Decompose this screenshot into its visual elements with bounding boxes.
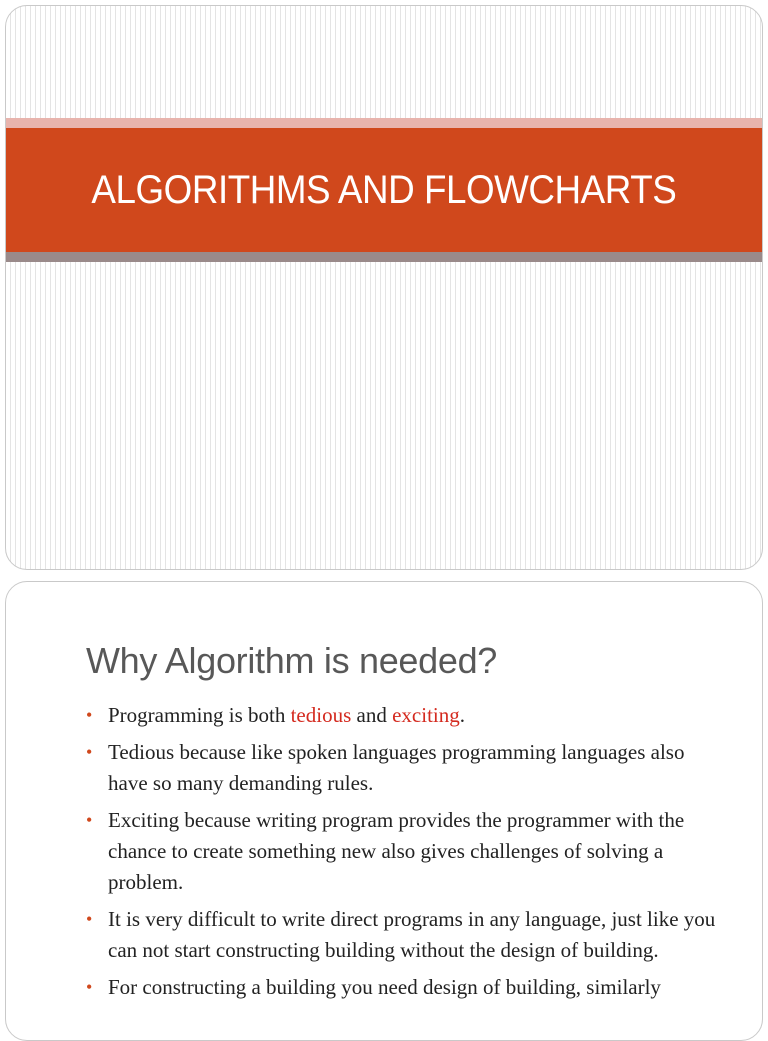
bullet-item [86,972,726,1003]
bullet-text: It is very difficult to write direct programs in any language, just like you can not start constructing building without the design of building. [108,907,716,962]
bullet-text: Programming is both [108,703,291,727]
highlight-word: exciting [392,703,460,727]
bullet-text: Tedious because like spoken languages programming languages also have so many demanding rules. [108,740,685,795]
bullet-text: and [351,703,393,727]
bullet-item [86,737,726,799]
bullet-text: For constructing a building you need design of building, similarly [108,975,661,999]
bullet-item [86,805,726,898]
bullet-list [86,700,726,1009]
bullet-item [86,904,726,966]
bullet-icon: • [86,742,93,762]
bullet-item [86,700,726,731]
bullet-icon: • [86,909,93,929]
slide-heading: Why Algorithm is needed? [86,640,498,681]
bullet-icon: • [86,705,93,725]
bullet-text: Exciting because writing program provides the programmer with the chance to create something new also gives challenges of solving a problem. [108,808,685,894]
highlight-word: tedious [290,703,352,727]
bullet-icon: • [86,810,93,830]
bullet-icon: • [86,977,93,997]
slide-title: ALGORITHMS AND FLOWCHARTS [91,167,677,212]
title-slide [5,5,763,570]
bullet-text: . [459,703,465,727]
title-band [6,128,762,252]
content-slide [5,581,763,1041]
title-band-top-stripe [6,118,762,128]
title-band-bottom-stripe [6,252,762,262]
